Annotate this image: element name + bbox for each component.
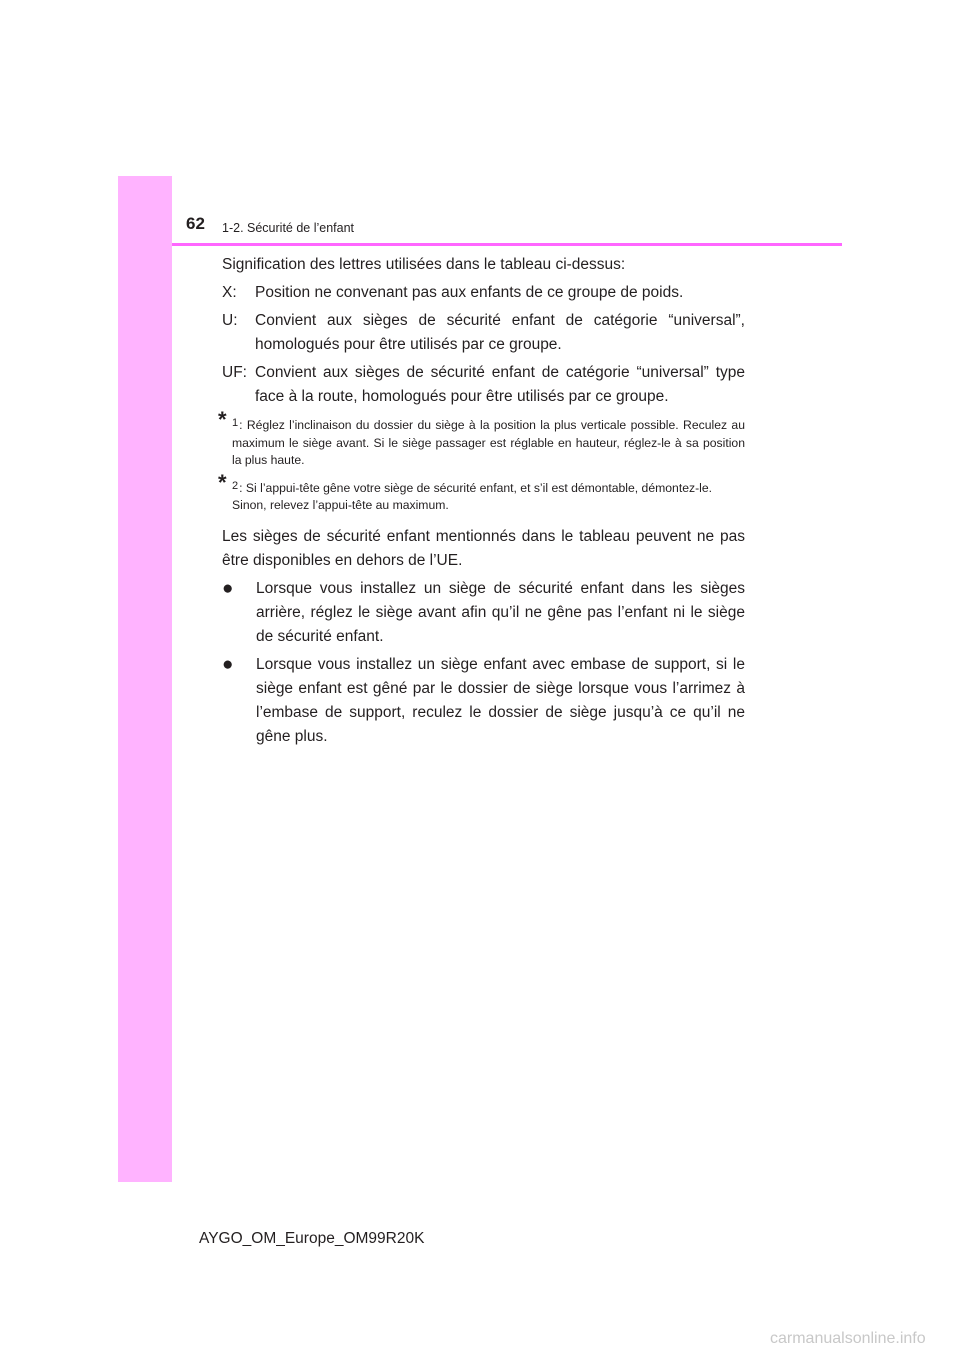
legend-key: X:: [222, 284, 237, 301]
document-id: AYGO_OM_Europe_OM99R20K: [199, 1230, 425, 1247]
bullet-item: [222, 653, 745, 749]
header-rule: [172, 243, 842, 246]
footnote-text: : Réglez l’inclinaison du dossier du siège à la position la plus verticale possible. Reculez au maximum le siège avant. Si le siège passager est réglable en hauteur, réglez-le à sa position la plus haute.: [232, 418, 745, 467]
page-number: 62: [186, 214, 205, 233]
legend-item-x: [222, 281, 745, 305]
legend-item-uf: [222, 361, 745, 409]
footnote-number: 2: [232, 479, 239, 492]
watermark: carmanualsonline.info: [770, 1330, 926, 1347]
footnote-number: 1: [232, 417, 239, 429]
footnote-asterisk: *: [218, 469, 227, 495]
legend-key: U:: [222, 312, 238, 329]
legend-intro: Signification des lettres utilisées dans le tableau ci-dessus:: [222, 256, 626, 273]
availability-note: Les sièges de sécurité enfant mentionnés dans le tableau peuvent ne pas être disponibles en dehors de l’UE.: [222, 527, 745, 569]
legend-key: UF:: [222, 364, 247, 381]
bullet-text: Lorsque vous installez un siège enfant avec embase de support, si le siège enfant est gêné par le dossier de siège lorsque vous l’arrimez à l’embase de support, reculez le dossier de siège jusqu’à ce qu’il ne gêne plus.: [256, 655, 745, 745]
section-title: 1-2. Sécurité de l’enfant: [222, 221, 355, 235]
legend-text: Convient aux sièges de sécurité enfant de catégorie “universal”, homologués pour être utilisés par ce groupe.: [255, 312, 745, 353]
bullet-text: Lorsque vous installez un siège de sécurité enfant dans les sièges arrière, réglez le siège avant afin qu’il ne gêne pas l’enfant ni le siège de sécurité enfant.: [256, 579, 745, 645]
bullet-icon: ●: [222, 653, 234, 675]
legend-text: Position ne convenant pas aux enfants de ce groupe de poids.: [255, 284, 684, 301]
legend-text: Convient aux sièges de sécurité enfant de catégorie “universal” type face à la route, homologués pour être utilisés par ce groupe.: [255, 364, 745, 405]
page-content: [218, 253, 745, 749]
footnote-text-line2: Sinon, relevez l’appui-tête au maximum.: [232, 498, 449, 512]
bullet-item: [222, 577, 745, 649]
footnote-text: : Si l’appui-tête gêne votre siège de sécurité enfant, et s’il est démontable, démontez-le.: [239, 480, 713, 495]
chapter-side-band: [118, 176, 172, 1182]
footnote-2: [218, 469, 745, 515]
footnote-asterisk: *: [218, 407, 227, 432]
legend-item-u: [222, 309, 745, 357]
footnote-1: [218, 407, 745, 470]
bullet-icon: ●: [222, 577, 234, 599]
